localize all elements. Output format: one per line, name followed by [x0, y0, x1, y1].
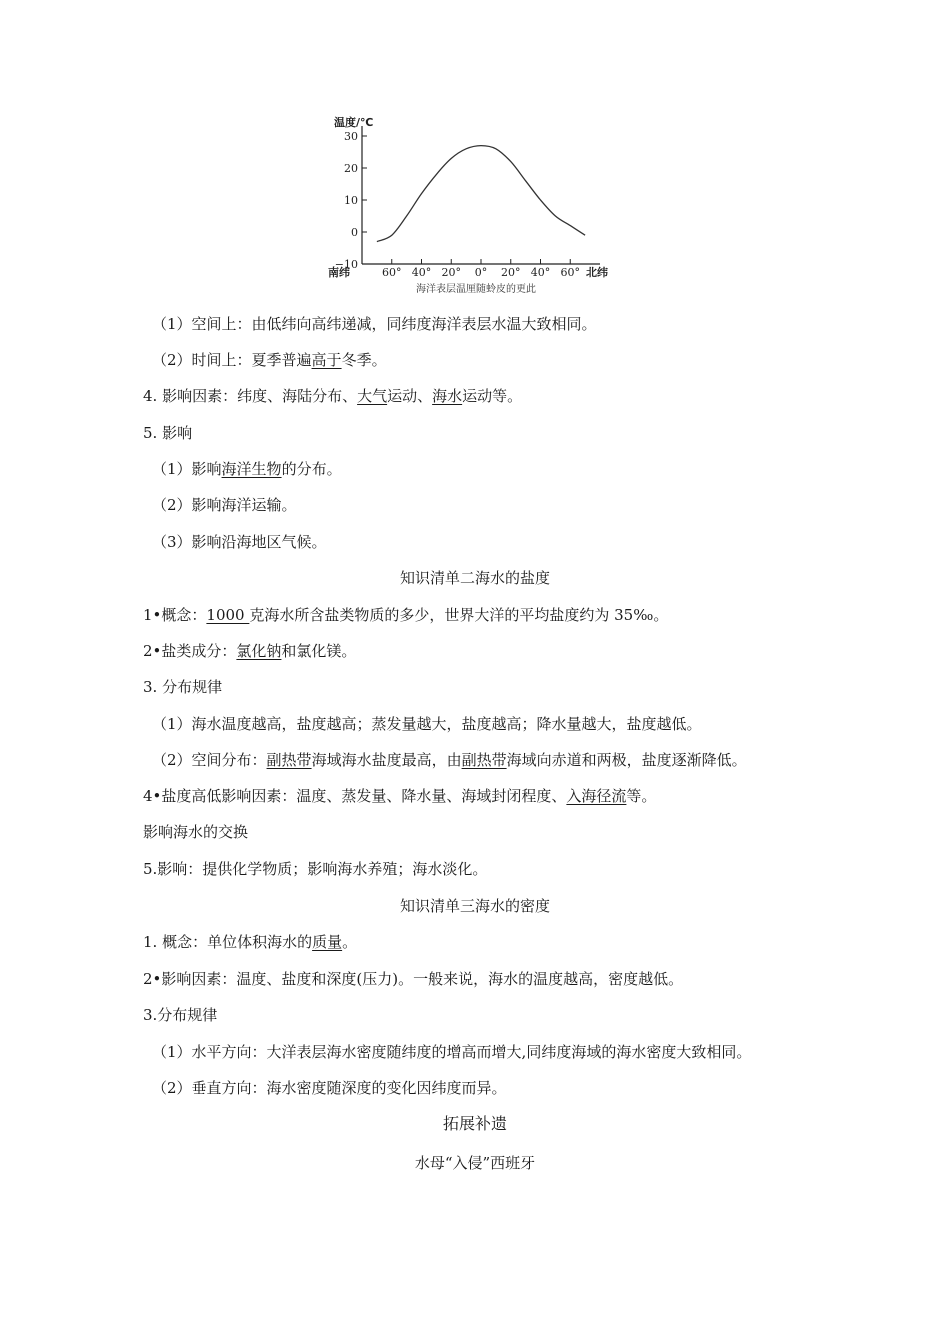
- section-title-salinity: 知识清单二海水的盐度: [399, 569, 550, 587]
- y-tick-label: 0: [351, 226, 358, 239]
- density-concept: 1. 概念：单位体积海水的质量。: [143, 933, 358, 951]
- salinity-distribution-heading: 3. 分布规律: [143, 678, 223, 696]
- density-factors: 2•影响因素：温度、盐度和深度(压力)。一般来说，海水的温度越高，密度越低。: [143, 970, 684, 988]
- density-vertical: （2）垂直方向：海水密度随深度的变化因纬度而异。: [152, 1079, 507, 1097]
- salinity-rule-1: （1）海水温度越高，盐度越高；蒸发量越大，盐度越高；降水量越大，盐度越低。: [152, 715, 702, 733]
- salinity-concept: 1•概念：1000 克海水所含盐类物质的多少，世界大洋的平均盐度约为 35‰。: [143, 606, 669, 624]
- chart-svg: [326, 108, 626, 280]
- x-tick-label: 60°: [382, 266, 402, 279]
- section-title-density: 知识清单三海水的密度: [399, 897, 550, 915]
- chart-axes: [328, 115, 608, 279]
- salinity-components: 2•盐类成分：氯化钠和氯化镁。: [143, 642, 357, 660]
- x-tick-label: 0°: [474, 266, 488, 279]
- x-tick-label: 40°: [530, 266, 551, 279]
- temperature-curve: [377, 146, 585, 242]
- y-axis-label: 温度/℃: [334, 116, 374, 129]
- temp-temporal-line: （2）时间上：夏季普遍高于冬季。: [152, 351, 387, 369]
- figure-caption: 海洋表层温厘随蛉皮的更此: [416, 284, 536, 295]
- y-tick-label: 30: [344, 130, 358, 143]
- y-tick-label: 20: [344, 162, 358, 175]
- effect-climate: （3）影响沿海地区气候。: [152, 533, 327, 551]
- x-tick-label: 40°: [411, 266, 432, 279]
- effect-marine-life: （1）影响海洋生物的分布。: [152, 460, 342, 478]
- y-tick-label: 10: [344, 194, 358, 207]
- temp-spatial-line: （1）空间上：由低纬向高纬递减，同纬度海洋表层水温大致相同。: [152, 315, 597, 333]
- temp-factors-line: 4. 影响因素：纬度、海陆分布、大气运动、海水运动等。: [143, 387, 523, 405]
- salinity-factors-note: 影响海水的交换: [143, 823, 249, 841]
- salinity-factors: 4•盐度高低影响因素：温度、蒸发量、降水量、海域封闭程度、入海径流等。: [143, 787, 657, 805]
- y-tick-label: −10: [334, 258, 358, 271]
- temp-effects-heading: 5. 影响: [143, 424, 193, 442]
- chart-ticks: [335, 130, 580, 279]
- density-horizontal: （1）水平方向：大洋表层海水密度随纬度的增高而增大,同纬度海域的海水密度大致相同。: [152, 1043, 752, 1061]
- x-left-label: 南纬: [328, 266, 350, 279]
- salinity-effects: 5.影响：提供化学物质；影响海水养殖；海水淡化。: [143, 860, 488, 878]
- extension-subtitle: 水母“入侵”西班牙: [414, 1154, 536, 1172]
- extension-title: 拓展补遗: [442, 1114, 507, 1133]
- temperature-latitude-chart: [326, 108, 626, 300]
- x-tick-label: 60°: [560, 266, 580, 279]
- x-right-label: 北纬: [586, 266, 608, 279]
- salinity-rule-2: （2）空间分布：副热带海域海水盐度最高，由副热带海域向赤道和两极，盐度逐渐降低。: [152, 751, 747, 769]
- x-tick-label: 20°: [441, 266, 461, 279]
- density-distribution-heading: 3.分布规律: [143, 1006, 218, 1024]
- effect-shipping: （2）影响海洋运输。: [152, 496, 297, 514]
- x-tick-label: 20°: [501, 266, 521, 279]
